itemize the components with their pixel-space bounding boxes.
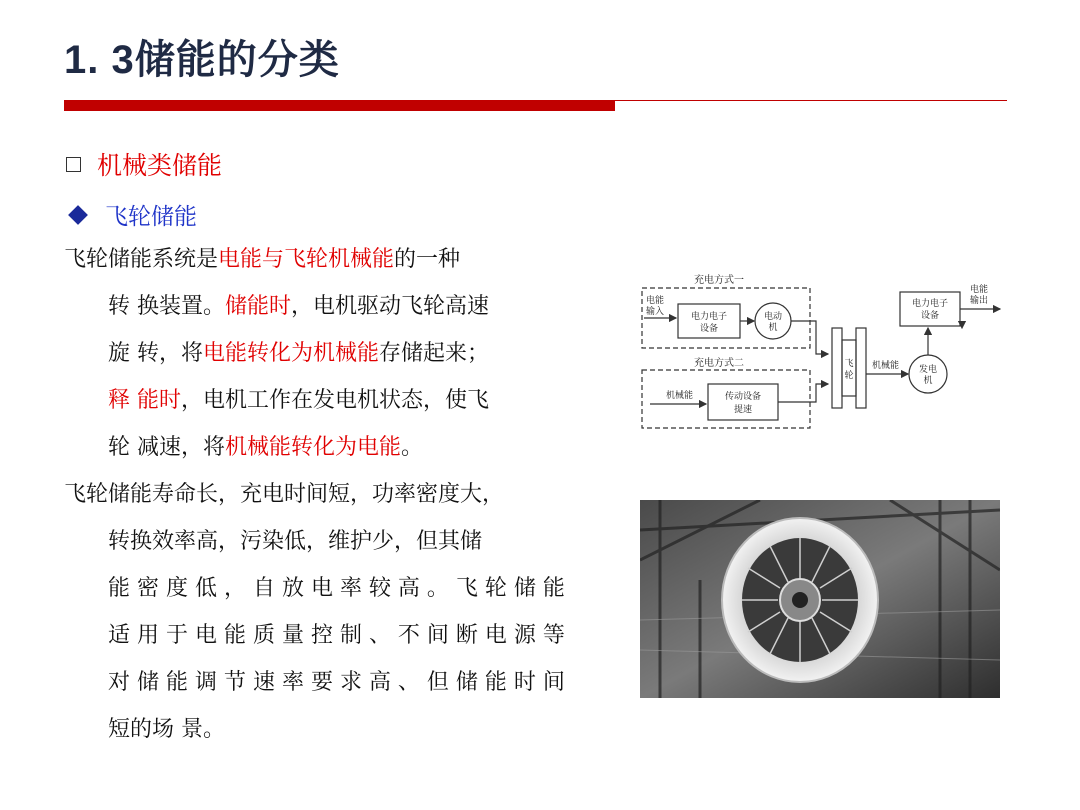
input-label-1: 电能 [646,296,665,306]
title-number: 1. 3 [64,38,135,82]
flywheel-label-1: 飞 [844,359,854,369]
text-run: 的一种 [394,247,461,272]
title-underline-line [615,100,1007,101]
section-heading-text: 机械类储能 [97,151,223,180]
text-run: 旋 转，将 [108,341,203,366]
text-run: 存储起来； [379,341,490,366]
highlight-run: 电能转化为机械能 [203,341,380,366]
subsection-heading [68,198,197,231]
flywheel-photo [640,500,1000,698]
flywheel-plate-left [832,328,842,408]
para1-line3 [108,339,489,369]
motor-label-2: 机 [768,323,778,333]
text-run: 转 换装置。 [108,294,225,319]
output-label-1: 电能 [970,285,989,295]
mech-output-label: 机械能 [872,361,900,371]
flywheel-system-diagram [636,266,1006,436]
text-run: ，电机驱动飞轮高速 [291,294,490,319]
para2-line1: 飞轮储能寿命长，充电时间短，功率密度大， [64,482,505,507]
pe2-label-a: 电力电子 [911,299,949,309]
para2-line3: 能 密 度 低 ， 自 放 电 率 较 高 。 飞 轮 储 能 [108,576,565,601]
highlight-run: 释 能时 [108,388,181,413]
transmission-label-2: 提速 [733,405,753,415]
highlight-run: 储能时 [225,294,292,319]
title-text: 储能的分类 [134,37,340,83]
square-bullet-icon [66,157,81,172]
pe2-label-b: 设备 [920,311,940,321]
generator-label-1: 发电 [918,365,938,375]
charge-mode2-label: 充电方式二 [694,358,744,369]
output-label-2: 输出 [970,296,989,306]
highlight-run: 机械能转化为电能 [225,435,402,460]
pe1-label-b: 设备 [699,324,719,334]
transmission-label-1: 传动设备 [724,392,762,402]
flywheel-label-2: 轮 [844,371,854,381]
subsection-heading-text: 飞轮储能 [105,204,197,230]
para1-line4 [108,386,489,416]
diamond-bullet-icon [68,205,88,225]
text-run: 轮 减速，将 [108,435,225,460]
title-underline-bar [64,100,615,111]
para1-line2 [108,292,489,322]
pe1-label-a: 电力电子 [690,312,728,322]
charge-mode1-label: 充电方式一 [694,275,744,286]
para2-line2: 转换效率高，污染低，维护少，但其储 [108,529,483,554]
text-run: ，电机工作在发电机状态，使飞 [181,388,490,413]
input-label-2: 输入 [646,307,665,317]
text-run: 飞轮储能系统是 [64,247,219,272]
text-run: 。 [401,435,424,460]
para2-line4: 适 用 于 电 能 质 量 控 制 、 不 间 断 电 源 等 [108,623,565,648]
flywheel-plate-right [856,328,866,408]
section-heading [66,146,222,182]
generator-label-2: 机 [923,376,933,386]
transmission-to-flywheel-arrow [778,384,828,402]
mech-input-label: 机械能 [666,391,694,401]
para1-line5 [108,433,423,463]
motor-label-1: 电动 [763,312,783,322]
para2-line5: 对 储 能 调 节 速 率 要 求 高 、 但 储 能 时 间 [108,670,565,695]
page-title [64,28,340,85]
para1-line1 [64,245,460,275]
highlight-run: 电能与飞轮机械能 [218,247,395,272]
para2-line6: 短的场 景。 [108,717,225,742]
